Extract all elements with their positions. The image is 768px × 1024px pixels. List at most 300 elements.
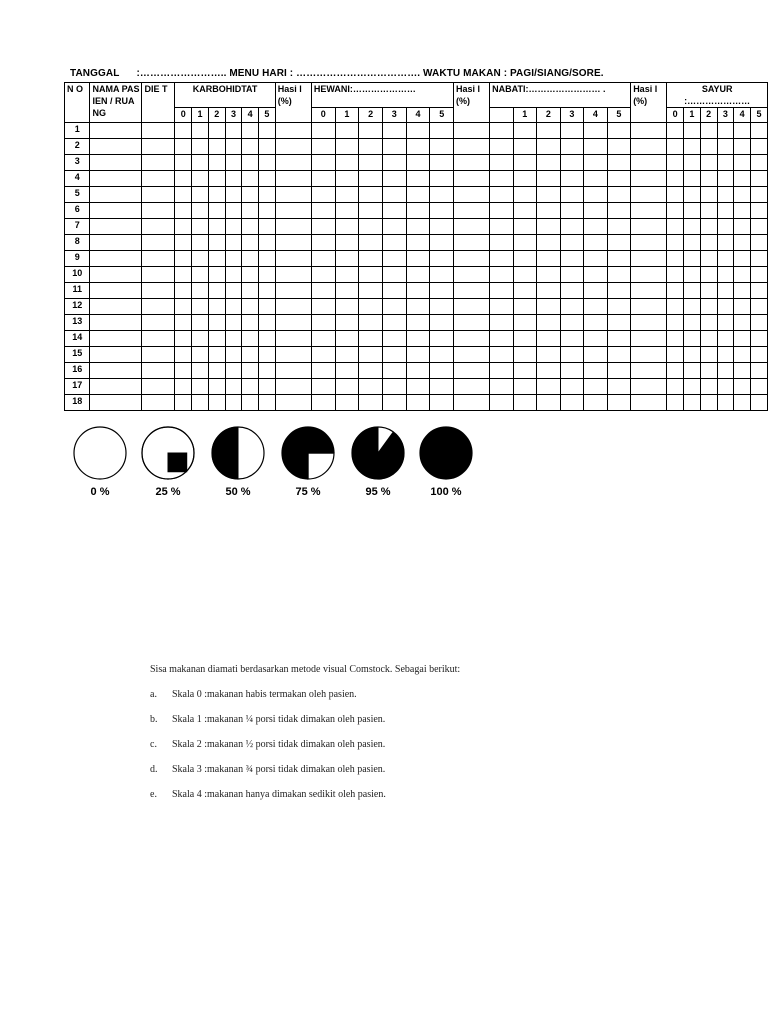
entry-cell[interactable] [513,283,537,299]
entry-cell[interactable] [90,123,142,139]
entry-cell[interactable] [607,203,631,219]
entry-cell[interactable] [537,267,561,283]
entry-cell[interactable] [192,139,209,155]
entry-cell[interactable] [359,251,383,267]
entry-cell[interactable] [259,203,276,219]
entry-cell[interactable] [513,219,537,235]
entry-cell[interactable] [490,283,513,299]
entry-cell[interactable] [631,267,667,283]
entry-cell[interactable] [335,235,359,251]
entry-cell[interactable] [406,203,430,219]
entry-cell[interactable] [631,187,667,203]
entry-cell[interactable] [607,299,631,315]
entry-cell[interactable] [667,155,684,171]
entry-cell[interactable] [537,395,561,411]
entry-cell[interactable] [208,299,225,315]
entry-cell[interactable] [192,235,209,251]
entry-cell[interactable] [513,123,537,139]
entry-cell[interactable] [560,235,584,251]
entry-cell[interactable] [406,123,430,139]
entry-cell[interactable] [242,299,259,315]
entry-cell[interactable] [192,251,209,267]
entry-cell[interactable] [684,187,701,203]
entry-cell[interactable] [242,379,259,395]
entry-cell[interactable] [142,219,175,235]
entry-cell[interactable] [490,379,513,395]
entry-cell[interactable] [430,139,454,155]
entry-cell[interactable] [90,203,142,219]
entry-cell[interactable] [208,171,225,187]
entry-cell[interactable] [631,171,667,187]
entry-cell[interactable] [584,283,608,299]
entry-cell[interactable] [537,251,561,267]
entry-cell[interactable] [513,379,537,395]
entry-cell[interactable] [242,283,259,299]
entry-cell[interactable] [560,251,584,267]
entry-cell[interactable] [275,187,311,203]
entry-cell[interactable] [430,235,454,251]
entry-cell[interactable] [275,347,311,363]
entry-cell[interactable] [90,363,142,379]
entry-cell[interactable] [513,235,537,251]
entry-cell[interactable] [242,123,259,139]
entry-cell[interactable] [275,123,311,139]
entry-cell[interactable] [90,315,142,331]
entry-cell[interactable] [382,219,406,235]
entry-cell[interactable] [560,203,584,219]
entry-cell[interactable] [311,379,335,395]
entry-cell[interactable] [631,363,667,379]
entry-cell[interactable] [607,251,631,267]
entry-cell[interactable] [513,315,537,331]
entry-cell[interactable] [259,347,276,363]
entry-cell[interactable] [607,123,631,139]
entry-cell[interactable] [142,155,175,171]
entry-cell[interactable] [175,347,192,363]
entry-cell[interactable] [259,267,276,283]
entry-cell[interactable] [225,347,242,363]
entry-cell[interactable] [700,283,717,299]
entry-cell[interactable] [667,347,684,363]
entry-cell[interactable] [259,187,276,203]
entry-cell[interactable] [513,363,537,379]
entry-cell[interactable] [192,363,209,379]
entry-cell[interactable] [90,139,142,155]
entry-cell[interactable] [142,315,175,331]
entry-cell[interactable] [717,315,734,331]
entry-cell[interactable] [175,235,192,251]
entry-cell[interactable] [208,155,225,171]
entry-cell[interactable] [537,283,561,299]
entry-cell[interactable] [751,235,768,251]
entry-cell[interactable] [225,315,242,331]
entry-cell[interactable] [537,155,561,171]
entry-cell[interactable] [454,171,490,187]
entry-cell[interactable] [734,251,751,267]
entry-cell[interactable] [275,379,311,395]
entry-cell[interactable] [406,155,430,171]
entry-cell[interactable] [631,155,667,171]
entry-cell[interactable] [454,331,490,347]
entry-cell[interactable] [90,187,142,203]
entry-cell[interactable] [751,139,768,155]
entry-cell[interactable] [513,155,537,171]
entry-cell[interactable] [242,187,259,203]
entry-cell[interactable] [490,203,513,219]
entry-cell[interactable] [142,203,175,219]
entry-cell[interactable] [607,235,631,251]
entry-cell[interactable] [560,155,584,171]
entry-cell[interactable] [335,283,359,299]
entry-cell[interactable] [311,187,335,203]
entry-cell[interactable] [142,171,175,187]
entry-cell[interactable] [430,187,454,203]
entry-cell[interactable] [513,251,537,267]
entry-cell[interactable] [717,251,734,267]
entry-cell[interactable] [667,251,684,267]
entry-cell[interactable] [430,331,454,347]
entry-cell[interactable] [751,187,768,203]
entry-cell[interactable] [275,251,311,267]
entry-cell[interactable] [259,363,276,379]
entry-cell[interactable] [335,331,359,347]
entry-cell[interactable] [382,299,406,315]
entry-cell[interactable] [335,379,359,395]
entry-cell[interactable] [584,171,608,187]
entry-cell[interactable] [454,235,490,251]
entry-cell[interactable] [607,379,631,395]
entry-cell[interactable] [430,299,454,315]
entry-cell[interactable] [242,395,259,411]
entry-cell[interactable] [684,283,701,299]
entry-cell[interactable] [751,347,768,363]
entry-cell[interactable] [513,203,537,219]
entry-cell[interactable] [631,251,667,267]
entry-cell[interactable] [454,251,490,267]
entry-cell[interactable] [259,251,276,267]
entry-cell[interactable] [734,187,751,203]
entry-cell[interactable] [335,139,359,155]
entry-cell[interactable] [584,203,608,219]
entry-cell[interactable] [734,347,751,363]
entry-cell[interactable] [454,315,490,331]
entry-cell[interactable] [259,123,276,139]
entry-cell[interactable] [359,283,383,299]
entry-cell[interactable] [275,267,311,283]
entry-cell[interactable] [584,331,608,347]
entry-cell[interactable] [560,347,584,363]
entry-cell[interactable] [700,267,717,283]
entry-cell[interactable] [584,251,608,267]
entry-cell[interactable] [225,187,242,203]
entry-cell[interactable] [382,267,406,283]
entry-cell[interactable] [192,267,209,283]
entry-cell[interactable] [631,315,667,331]
entry-cell[interactable] [192,347,209,363]
entry-cell[interactable] [90,267,142,283]
entry-cell[interactable] [607,347,631,363]
entry-cell[interactable] [537,363,561,379]
entry-cell[interactable] [537,219,561,235]
entry-cell[interactable] [454,123,490,139]
entry-cell[interactable] [430,363,454,379]
entry-cell[interactable] [242,171,259,187]
entry-cell[interactable] [225,251,242,267]
entry-cell[interactable] [607,139,631,155]
entry-cell[interactable] [751,155,768,171]
entry-cell[interactable] [560,299,584,315]
entry-cell[interactable] [607,171,631,187]
entry-cell[interactable] [225,267,242,283]
entry-cell[interactable] [90,219,142,235]
entry-cell[interactable] [359,155,383,171]
entry-cell[interactable] [311,123,335,139]
entry-cell[interactable] [667,235,684,251]
entry-cell[interactable] [142,283,175,299]
entry-cell[interactable] [560,283,584,299]
entry-cell[interactable] [734,315,751,331]
entry-cell[interactable] [490,235,513,251]
entry-cell[interactable] [225,363,242,379]
entry-cell[interactable] [259,155,276,171]
entry-cell[interactable] [700,315,717,331]
entry-cell[interactable] [225,219,242,235]
entry-cell[interactable] [584,155,608,171]
entry-cell[interactable] [335,267,359,283]
entry-cell[interactable] [192,395,209,411]
entry-cell[interactable] [584,267,608,283]
entry-cell[interactable] [192,187,209,203]
entry-cell[interactable] [490,187,513,203]
entry-cell[interactable] [208,219,225,235]
entry-cell[interactable] [751,315,768,331]
entry-cell[interactable] [208,203,225,219]
entry-cell[interactable] [175,283,192,299]
entry-cell[interactable] [490,251,513,267]
entry-cell[interactable] [208,251,225,267]
entry-cell[interactable] [631,379,667,395]
entry-cell[interactable] [454,347,490,363]
entry-cell[interactable] [175,203,192,219]
entry-cell[interactable] [700,331,717,347]
entry-cell[interactable] [311,235,335,251]
entry-cell[interactable] [513,331,537,347]
entry-cell[interactable] [192,379,209,395]
entry-cell[interactable] [192,203,209,219]
entry-cell[interactable] [667,139,684,155]
entry-cell[interactable] [560,139,584,155]
entry-cell[interactable] [275,219,311,235]
entry-cell[interactable] [192,155,209,171]
entry-cell[interactable] [359,123,383,139]
entry-cell[interactable] [175,251,192,267]
entry-cell[interactable] [684,395,701,411]
entry-cell[interactable] [192,283,209,299]
entry-cell[interactable] [335,123,359,139]
entry-cell[interactable] [430,219,454,235]
entry-cell[interactable] [142,347,175,363]
entry-cell[interactable] [513,267,537,283]
entry-cell[interactable] [225,235,242,251]
entry-cell[interactable] [734,267,751,283]
entry-cell[interactable] [537,235,561,251]
entry-cell[interactable] [667,283,684,299]
entry-cell[interactable] [225,155,242,171]
entry-cell[interactable] [90,347,142,363]
entry-cell[interactable] [335,363,359,379]
entry-cell[interactable] [259,139,276,155]
entry-cell[interactable] [631,219,667,235]
entry-cell[interactable] [406,315,430,331]
entry-cell[interactable] [717,267,734,283]
entry-cell[interactable] [208,123,225,139]
entry-cell[interactable] [335,187,359,203]
entry-cell[interactable] [90,395,142,411]
entry-cell[interactable] [90,171,142,187]
entry-cell[interactable] [684,155,701,171]
entry-cell[interactable] [208,347,225,363]
entry-cell[interactable] [734,283,751,299]
entry-cell[interactable] [335,251,359,267]
entry-cell[interactable] [734,395,751,411]
entry-cell[interactable] [667,187,684,203]
entry-cell[interactable] [490,155,513,171]
entry-cell[interactable] [430,267,454,283]
entry-cell[interactable] [335,219,359,235]
entry-cell[interactable] [667,299,684,315]
entry-cell[interactable] [359,379,383,395]
entry-cell[interactable] [734,123,751,139]
entry-cell[interactable] [382,171,406,187]
entry-cell[interactable] [430,315,454,331]
entry-cell[interactable] [430,251,454,267]
entry-cell[interactable] [359,299,383,315]
entry-cell[interactable] [667,395,684,411]
entry-cell[interactable] [382,155,406,171]
entry-cell[interactable] [717,331,734,347]
entry-cell[interactable] [734,235,751,251]
entry-cell[interactable] [242,139,259,155]
entry-cell[interactable] [490,347,513,363]
entry-cell[interactable] [335,347,359,363]
entry-cell[interactable] [667,363,684,379]
entry-cell[interactable] [700,171,717,187]
entry-cell[interactable] [430,395,454,411]
entry-cell[interactable] [490,219,513,235]
entry-cell[interactable] [684,315,701,331]
entry-cell[interactable] [382,363,406,379]
entry-cell[interactable] [208,331,225,347]
entry-cell[interactable] [667,315,684,331]
entry-cell[interactable] [90,379,142,395]
entry-cell[interactable] [717,235,734,251]
entry-cell[interactable] [208,315,225,331]
entry-cell[interactable] [335,171,359,187]
entry-cell[interactable] [90,155,142,171]
entry-cell[interactable] [359,315,383,331]
entry-cell[interactable] [717,155,734,171]
entry-cell[interactable] [751,363,768,379]
entry-cell[interactable] [208,139,225,155]
entry-cell[interactable] [406,379,430,395]
entry-cell[interactable] [584,123,608,139]
entry-cell[interactable] [382,187,406,203]
entry-cell[interactable] [734,219,751,235]
entry-cell[interactable] [242,331,259,347]
entry-cell[interactable] [717,139,734,155]
entry-cell[interactable] [454,187,490,203]
entry-cell[interactable] [490,139,513,155]
entry-cell[interactable] [335,155,359,171]
entry-cell[interactable] [359,267,383,283]
entry-cell[interactable] [560,395,584,411]
entry-cell[interactable] [208,235,225,251]
entry-cell[interactable] [406,235,430,251]
entry-cell[interactable] [490,395,513,411]
entry-cell[interactable] [382,123,406,139]
entry-cell[interactable] [175,299,192,315]
entry-cell[interactable] [430,347,454,363]
entry-cell[interactable] [560,123,584,139]
entry-cell[interactable] [359,187,383,203]
entry-cell[interactable] [667,331,684,347]
entry-cell[interactable] [537,331,561,347]
entry-cell[interactable] [751,123,768,139]
entry-cell[interactable] [359,235,383,251]
entry-cell[interactable] [560,187,584,203]
entry-cell[interactable] [142,123,175,139]
entry-cell[interactable] [751,251,768,267]
entry-cell[interactable] [584,219,608,235]
entry-cell[interactable] [275,139,311,155]
entry-cell[interactable] [684,331,701,347]
entry-cell[interactable] [751,283,768,299]
entry-cell[interactable] [717,395,734,411]
entry-cell[interactable] [225,139,242,155]
entry-cell[interactable] [359,139,383,155]
entry-cell[interactable] [751,219,768,235]
entry-cell[interactable] [225,203,242,219]
entry-cell[interactable] [684,251,701,267]
entry-cell[interactable] [560,331,584,347]
entry-cell[interactable] [537,171,561,187]
entry-cell[interactable] [382,203,406,219]
entry-cell[interactable] [406,187,430,203]
entry-cell[interactable] [700,203,717,219]
entry-cell[interactable] [513,395,537,411]
entry-cell[interactable] [454,283,490,299]
entry-cell[interactable] [242,235,259,251]
entry-cell[interactable] [242,203,259,219]
entry-cell[interactable] [175,379,192,395]
entry-cell[interactable] [175,219,192,235]
entry-cell[interactable] [175,187,192,203]
entry-cell[interactable] [259,395,276,411]
entry-cell[interactable] [537,187,561,203]
entry-cell[interactable] [382,251,406,267]
entry-cell[interactable] [667,123,684,139]
entry-cell[interactable] [225,395,242,411]
entry-cell[interactable] [259,315,276,331]
entry-cell[interactable] [734,299,751,315]
entry-cell[interactable] [667,203,684,219]
entry-cell[interactable] [560,219,584,235]
entry-cell[interactable] [359,219,383,235]
entry-cell[interactable] [275,283,311,299]
entry-cell[interactable] [454,299,490,315]
entry-cell[interactable] [631,283,667,299]
entry-cell[interactable] [454,267,490,283]
